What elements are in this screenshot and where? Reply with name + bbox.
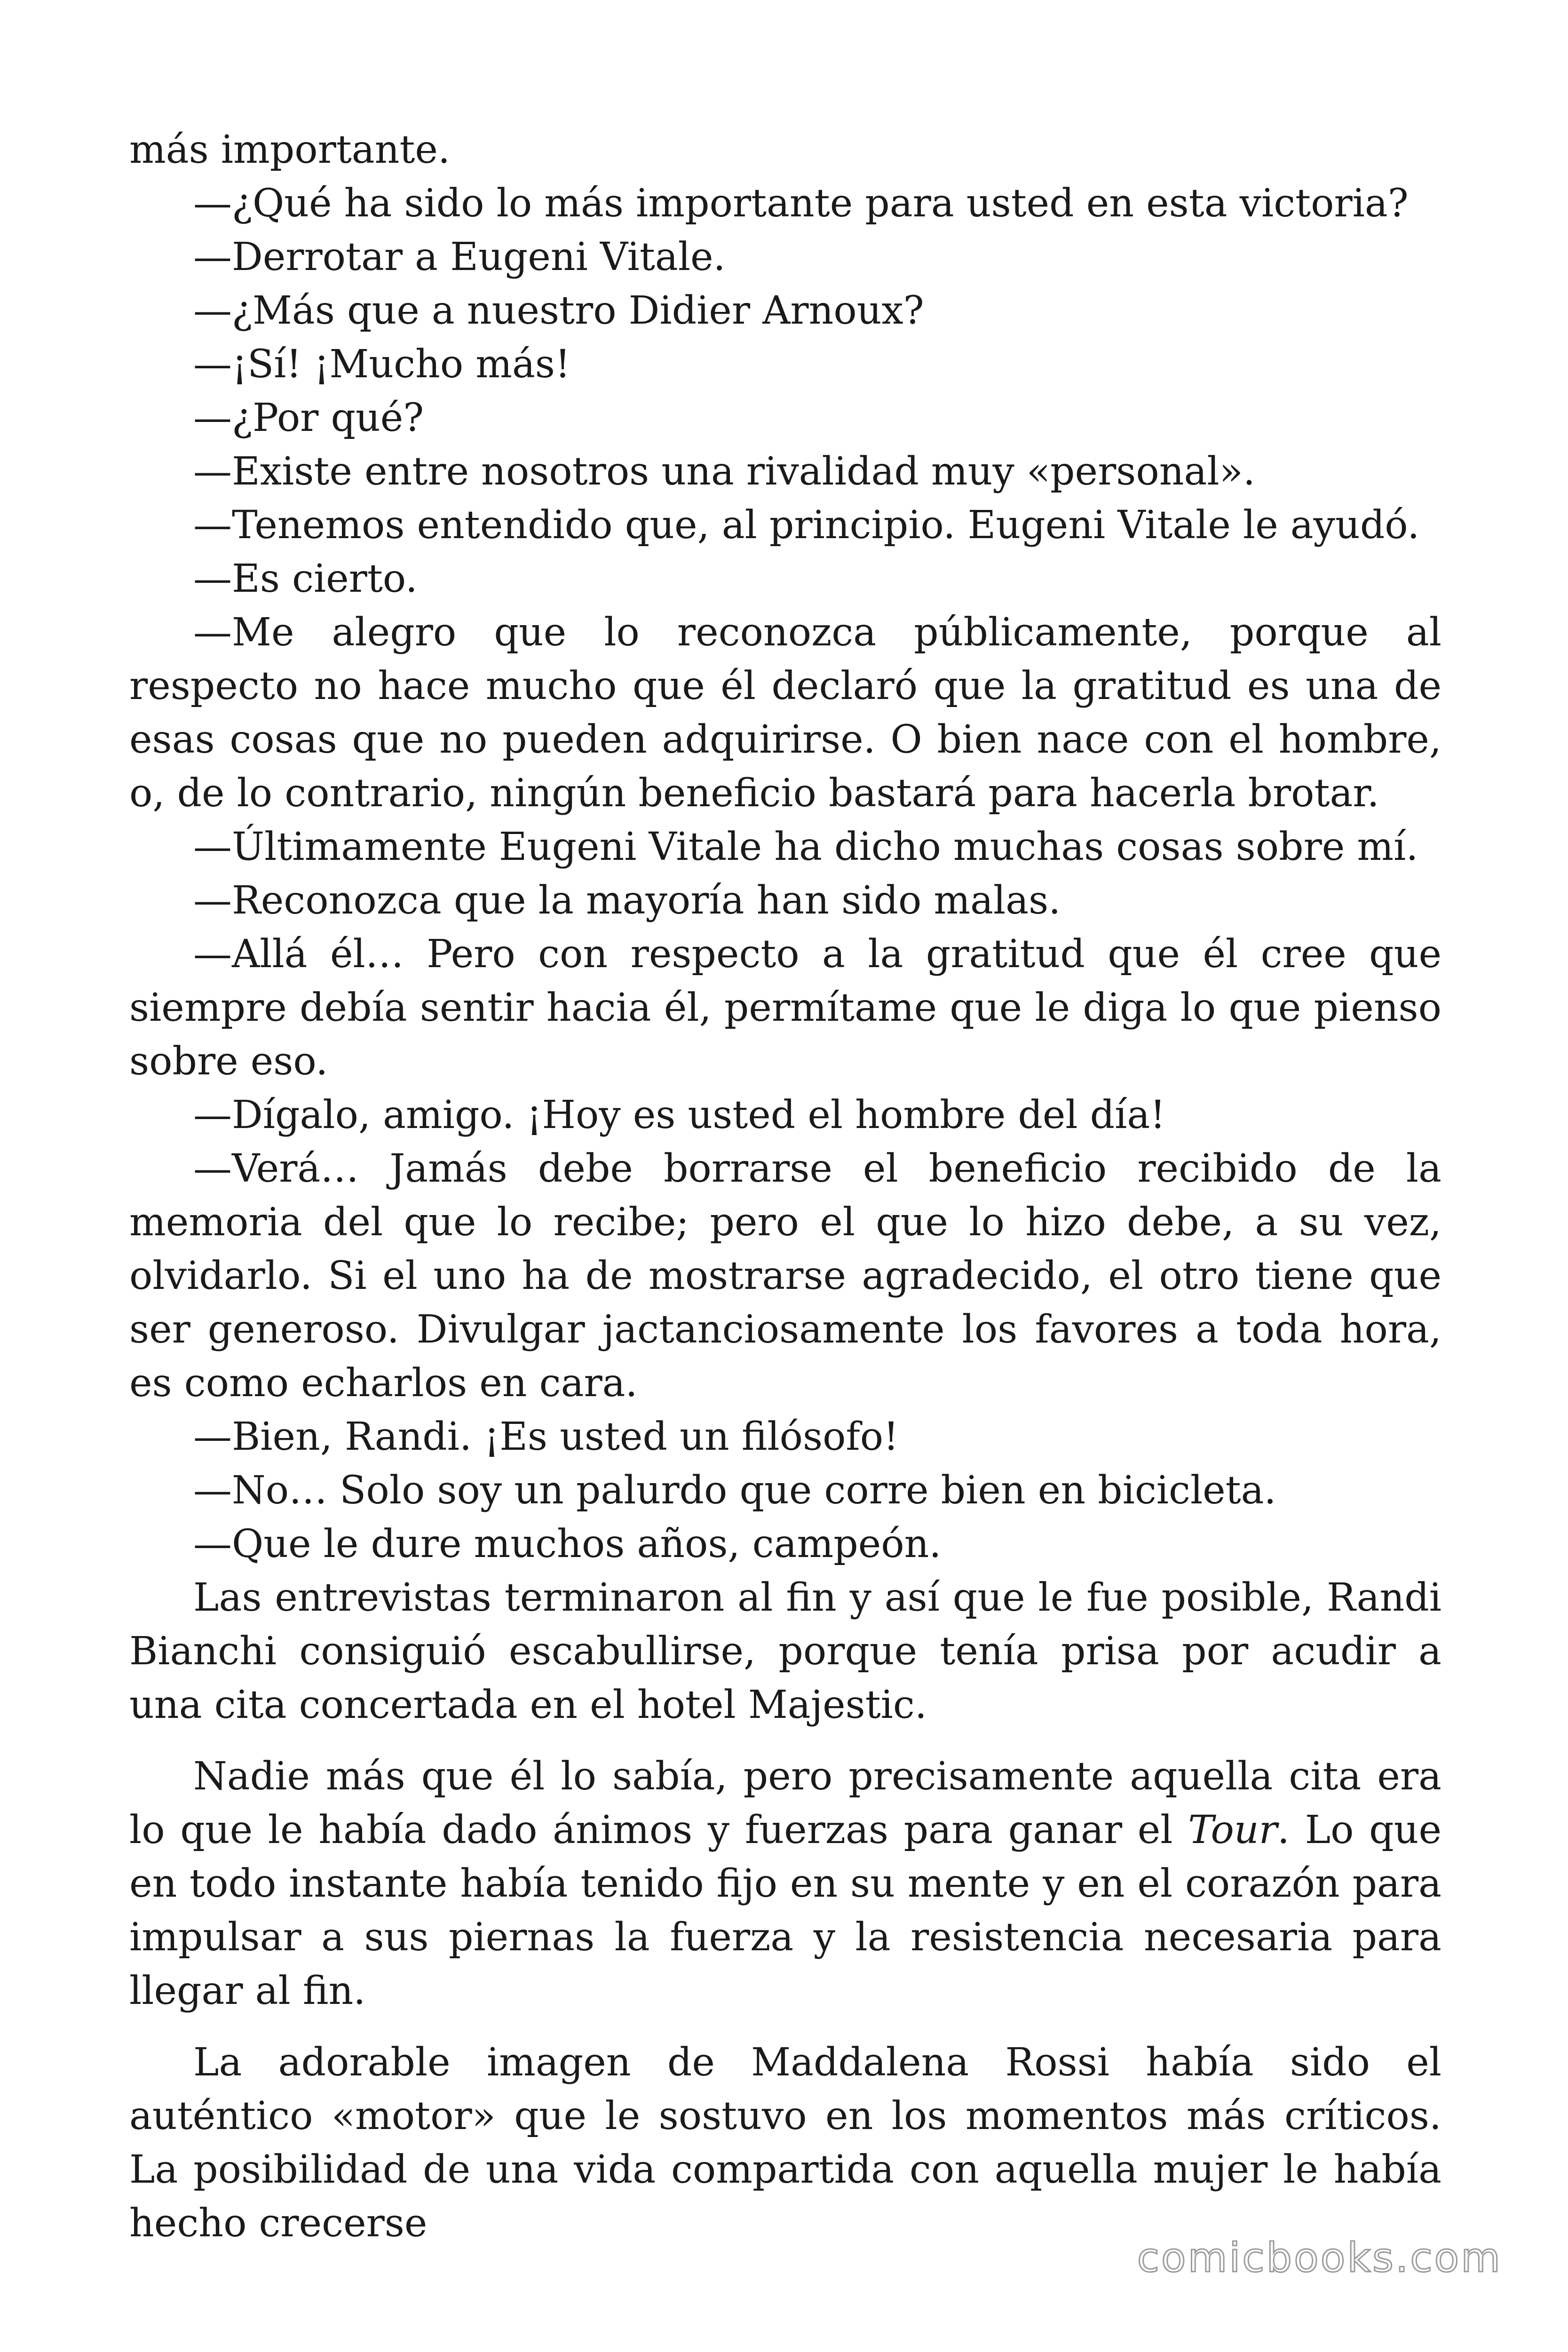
paragraph: —Es cierto. [193, 556, 418, 601]
page-body [129, 123, 1441, 2250]
paragraph: —Reconozca que la mayoría han sido malas. [193, 878, 1061, 923]
paragraph: La adorable imagen de Maddalena Rossi había sido el auténtico «motor» que le sostuvo en los momentos más críticos. La posibilidad de una vida compartida con aquella mujer le había hecho crecerse [129, 2040, 1441, 2246]
paragraph: —Verá… Jamás debe borrarse el beneficio recibido de la memoria del que lo recibe; pero el que lo hizo debe, a su vez, olvidarlo. Si el uno ha de mostrarse agradecido, el otro tiene que ser generoso. Divulgar jactanciosamente los favores a toda hora, es como echarlos en cara. [129, 1146, 1441, 1406]
paragraph: —Derrotar a Eugeni Vitale. [193, 235, 726, 279]
paragraph: —Me alegro que lo reconozca públicamente, porque al respecto no hace mucho que él declaró que la gratitud es una de esas cosas que no pueden adquirirse. O bien nace con el hombre, o, de lo contrario, ningún beneficio bastará para hacerla brotar. [129, 610, 1441, 816]
watermark: comicbooks.com [1137, 2234, 1502, 2281]
paragraph: —¿Por qué? [193, 396, 424, 440]
paragraph: —Dígalo, amigo. ¡Hoy es usted el hombre del día! [193, 1093, 1166, 1137]
paragraph-text: Nadie más que él lo sabía, pero precisamente aquella cita era lo que le había dado ánimos y fuerzas para ganar el [129, 1754, 1441, 1852]
paragraph [129, 1750, 1441, 2018]
paragraph: —Allá él… Pero con respecto a la gratitud que él cree que siempre debía sentir hacia él, permítame que le diga lo que pienso sobre eso. [129, 932, 1441, 1084]
paragraph: más importante. [129, 127, 451, 172]
paragraph: —Existe entre nosotros una rivalidad muy «personal». [193, 449, 1255, 494]
paragraph: Las entrevistas terminaron al fin y así que le fue posible, Randi Bianchi consiguió escabullirse, porque tenía prisa por acudir a una cita concertada en el hotel Majestic. [129, 1575, 1441, 1727]
paragraph: —¿Más que a nuestro Didier Arnoux? [193, 288, 924, 333]
paragraph: —No… Solo soy un palurdo que corre bien en bicicleta. [193, 1468, 1276, 1513]
italic-title: Tour [1188, 1808, 1277, 1852]
paragraph: —¡Sí! ¡Mucho más! [193, 342, 570, 387]
paragraph: —Tenemos entendido que, al principio. Eugeni Vitale le ayudó. [193, 503, 1420, 548]
paragraph-text: . Lo que en todo instante había tenido fijo en su mente y en el corazón para impulsar a sus piernas la fuerza y la resistencia necesaria para llegar al fin. [129, 1808, 1441, 2013]
paragraph: —Últimamente Eugeni Vitale ha dicho muchas cosas sobre mí. [193, 825, 1418, 869]
paragraph: —Bien, Randi. ¡Es usted un filósofo! [193, 1414, 899, 1459]
paragraph: —Que le dure muchos años, campeón. [193, 1522, 942, 1566]
paragraph: —¿Qué ha sido lo más importante para usted en esta victoria? [193, 181, 1409, 226]
